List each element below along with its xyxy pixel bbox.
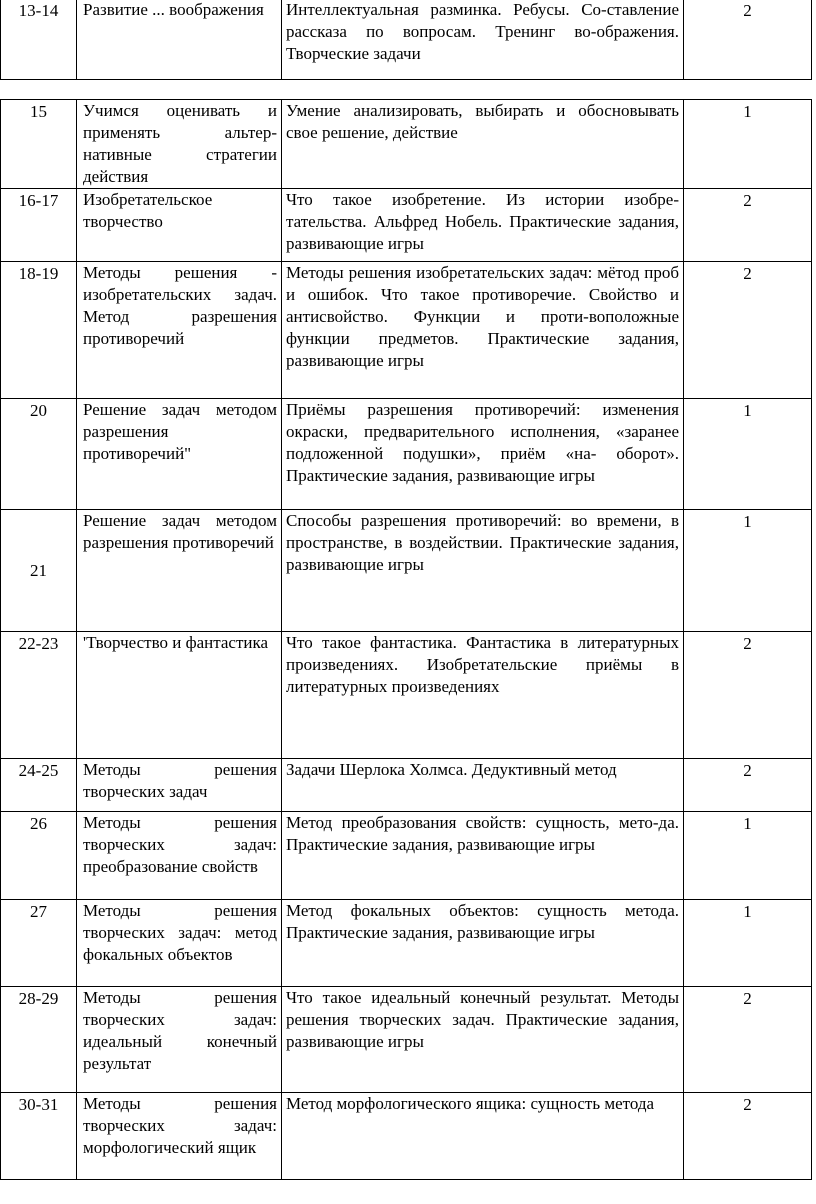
lesson-topic: Решение задач методом разрешения противоречий" bbox=[77, 399, 282, 510]
lesson-topic: Методы решения творческих задач: морфологический ящик bbox=[77, 1093, 282, 1180]
lesson-content: Что такое фантастика. Фантастика в литературных произведениях. Изобретательские приёмы в литературных произведениях bbox=[282, 632, 684, 759]
table-row bbox=[1, 632, 812, 759]
lesson-content: Метод морфологического ящика: сущность метода bbox=[282, 1093, 684, 1180]
table-row bbox=[1, 812, 812, 900]
lesson-number: 20 bbox=[1, 399, 77, 510]
lesson-number: 22-23 bbox=[1, 632, 77, 759]
lesson-hours: 2 bbox=[684, 987, 812, 1093]
lesson-topic: Методы решения творческих задач bbox=[77, 759, 282, 812]
lesson-content: Интеллектуальная разминка. Ребусы. Со-ставление рассказа по вопросам. Тренинг во-ображения. Творческие задачи bbox=[282, 0, 684, 80]
table-row bbox=[1, 510, 812, 632]
lesson-number: 13-14 bbox=[1, 0, 77, 80]
table-row bbox=[1, 1093, 812, 1180]
lesson-topic: Изобретательское творчество bbox=[77, 189, 282, 262]
lesson-content: Задачи Шерлока Холмса. Дедуктивный метод bbox=[282, 759, 684, 812]
lesson-content: Что такое идеальный конечный результат. Методы решения творческих задач. Практические задания, развивающие игры bbox=[282, 987, 684, 1093]
lesson-plan-table-top bbox=[0, 0, 812, 80]
lesson-hours: 2 bbox=[684, 1093, 812, 1180]
lesson-topic: Решение задач методом разрешения противоречий bbox=[77, 510, 282, 632]
table-row bbox=[1, 900, 812, 987]
lesson-hours: 1 bbox=[684, 812, 812, 900]
lesson-topic: Методы решения - изобретательских задач. Метод разрешения противоречий bbox=[77, 262, 282, 399]
lesson-hours: 2 bbox=[684, 262, 812, 399]
lesson-hours: 1 bbox=[684, 100, 812, 189]
table-row bbox=[1, 189, 812, 262]
lesson-hours: 1 bbox=[684, 900, 812, 987]
lesson-content: Приёмы разрешения противоречий: изменения окраски, предварительного исполнения, «заранее подложенной подушки», приём «на- оборот». Практические задания, развивающие игры bbox=[282, 399, 684, 510]
lesson-number: 30-31 bbox=[1, 1093, 77, 1180]
lesson-number: 28-29 bbox=[1, 987, 77, 1093]
lesson-topic: Методы решения творческих задач: преобразование свойств bbox=[77, 812, 282, 900]
table-row bbox=[1, 100, 812, 189]
lesson-hours: 1 bbox=[684, 399, 812, 510]
lesson-number: 16-17 bbox=[1, 189, 77, 262]
lesson-hours: 2 bbox=[684, 0, 812, 80]
lesson-hours: 2 bbox=[684, 632, 812, 759]
lesson-number: 27 bbox=[1, 900, 77, 987]
lesson-number: 15 bbox=[1, 100, 77, 189]
lesson-number: 21 bbox=[1, 510, 77, 632]
table-row bbox=[1, 987, 812, 1093]
lesson-topic: Развитие ... воображения bbox=[77, 0, 282, 80]
lesson-content: Метод преобразования свойств: сущность, мето-да. Практические задания, развивающие игры bbox=[282, 812, 684, 900]
lesson-topic: 'Творчество и фантастика bbox=[77, 632, 282, 759]
lesson-content: Метод фокальных объектов: сущность метода. Практические задания, развивающие игры bbox=[282, 900, 684, 987]
lesson-topic: Методы решения творческих задач: метод фокальных объектов bbox=[77, 900, 282, 987]
lesson-topic: Учимся оценивать и применять альтер-нативные стратегии действия bbox=[77, 100, 282, 189]
lesson-number: 18-19 bbox=[1, 262, 77, 399]
lesson-number: 24-25 bbox=[1, 759, 77, 812]
lesson-number: 26 bbox=[1, 812, 77, 900]
lesson-hours: 1 bbox=[684, 510, 812, 632]
lesson-hours: 2 bbox=[684, 759, 812, 812]
lesson-plan-table-main bbox=[0, 99, 812, 1180]
lesson-content: Умение анализировать, выбирать и обосновывать свое решение, действие bbox=[282, 100, 684, 189]
table-row bbox=[1, 0, 812, 80]
table-row bbox=[1, 759, 812, 812]
lesson-content: Что такое изобретение. Из истории изобре-тательства. Альфред Нобель. Практические задания, развивающие игры bbox=[282, 189, 684, 262]
lesson-topic: Методы решения творческих задач: идеальный конечный результат bbox=[77, 987, 282, 1093]
table-row bbox=[1, 399, 812, 510]
lesson-content: Методы решения изобретательских задач: мётод проб и ошибок. Что такое противоречие. Свойство и антисвойство. Функции и проти-воположные функции предметов. Практические задания, развивающие игры bbox=[282, 262, 684, 399]
lesson-hours: 2 bbox=[684, 189, 812, 262]
lesson-content: Способы разрешения противоречий: во времени, в пространстве, в воздействии. Практические задания, развивающие игры bbox=[282, 510, 684, 632]
table-row bbox=[1, 262, 812, 399]
